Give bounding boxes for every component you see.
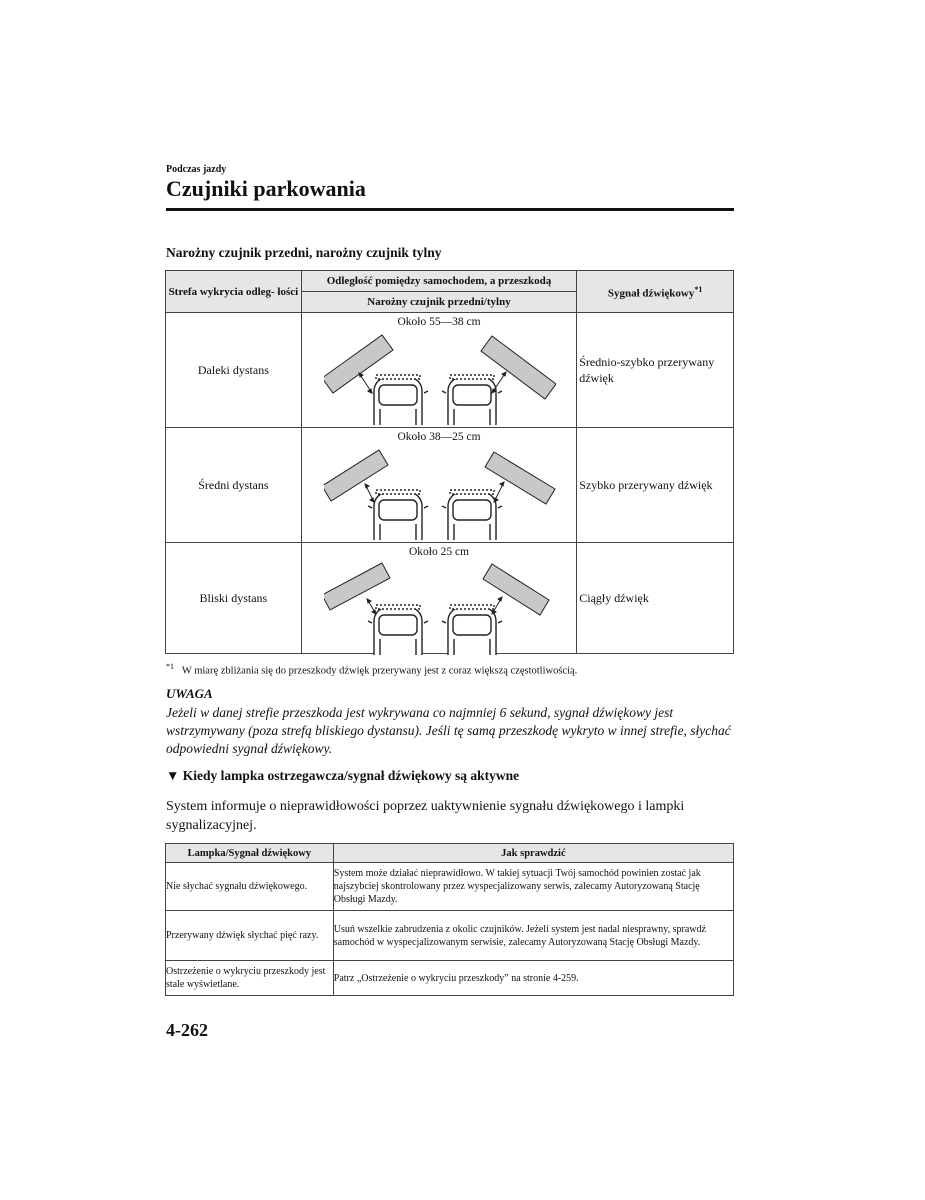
- page-number: 4-262: [166, 1020, 208, 1040]
- zone-cell: Daleki dystans: [166, 313, 302, 428]
- section-heading: ▼ Kiedy lampka ostrzegawcza/sygnał dźwiękowy są aktywne: [166, 768, 520, 783]
- col-check-header: Jak sprawdzić: [333, 844, 733, 863]
- signal-cell: Ciągły dźwięk: [577, 543, 734, 654]
- signal-cell: Przerywany dźwięk słychać pięć razy.: [166, 911, 334, 961]
- signal-cell: Nie słychać sygnału dźwiękowego.: [166, 863, 334, 911]
- signal-cell: Szybko przerywany dźwięk: [577, 428, 734, 543]
- triangle-down-icon: ▼: [166, 768, 180, 783]
- diagram-cell: [301, 428, 576, 543]
- footnote: $^{*1}$ W miarę zbliżania się do przeszkody dźwięk przerywany jest z coraz większą częstotliwością.: [166, 662, 578, 677]
- distance-range: Około 55—38 cm: [397, 316, 481, 328]
- warning-table: [165, 843, 734, 996]
- section-label: Podczas jazdy: [166, 164, 227, 175]
- zone-cell: Średni dystans: [166, 428, 302, 543]
- signal-cell: Ostrzeżenie o wykryciu przeszkody jest stale wyświetlane.: [166, 961, 334, 996]
- diagram-cell: [301, 313, 576, 428]
- zone-cell: Bliski dystans: [166, 543, 302, 654]
- diagram-cell: [301, 543, 576, 654]
- col-distance-subheader: Narożny czujnik przedni/tylny: [301, 292, 576, 313]
- check-cell: Patrz „Ostrzeżenie o wykryciu przeszkody” na stronie 4-259.: [333, 961, 733, 996]
- note-text: Jeżeli w danej strefie przeszkoda jest wykrywana co najmniej 6 sekund, sygnał dźwiękowy jest wstrzymywany (poza strefą bliskiego dystansu). Jeśli tę samą przeszkodę wykryto w innej strefie, słychać odpowiedni sygnał dźwiękowy.: [166, 705, 731, 756]
- section-body: System informuje o nieprawidłowości poprzez uaktywnienie sygnału dźwiękowego i lampki sygnalizacyjnej.: [166, 799, 685, 833]
- signal-cell: Średnio-szybko przerywany dźwięk: [577, 313, 734, 428]
- check-cell: Usuń wszelkie zabrudzenia z okolic czujników. Jeżeli system jest nadal niesprawny, sprawdź samochód w wyspecjalizowanym serwisie, zalecamy Autoryzowaną Stację Obsługi Mazdy.: [333, 911, 733, 961]
- table1-subtitle: Narożny czujnik przedni, narożny czujnik tylny: [166, 245, 442, 260]
- obstacle-right: [485, 452, 555, 504]
- distance-range: Około 38—25 cm: [397, 431, 481, 443]
- col-distance-header: Odległość pomiędzy samochodem, a przeszkodą: [301, 271, 576, 292]
- note-label: UWAGA: [166, 686, 213, 701]
- page-title: Czujniki parkowania: [166, 176, 366, 201]
- corner-sensor-diagram-far: [324, 331, 556, 425]
- col-zone-header: Strefa wykrycia odleg- łości: [166, 271, 302, 313]
- distance-range: Około 25 cm: [408, 546, 470, 558]
- col-signal-header: Sygnał dźwiękowy$^{*1}$: [577, 271, 734, 313]
- obstacle-left: [324, 563, 390, 610]
- sensor-distance-table: [165, 270, 734, 654]
- corner-sensor-diagram-mid: [324, 446, 556, 540]
- check-cell: System może działać nieprawidłowo. W takiej sytuacji Twój samochód powinien zostać jak najszybciej skontrolowany przez wyspecjalizowany serwis, zalecamy Autoryzowaną Stację Obsługi Mazdy.: [333, 863, 733, 911]
- title-rule: [166, 208, 734, 211]
- col-signal-header: Lampka/Sygnał dźwiękowy: [166, 844, 334, 863]
- corner-sensor-diagram-near: [324, 561, 556, 655]
